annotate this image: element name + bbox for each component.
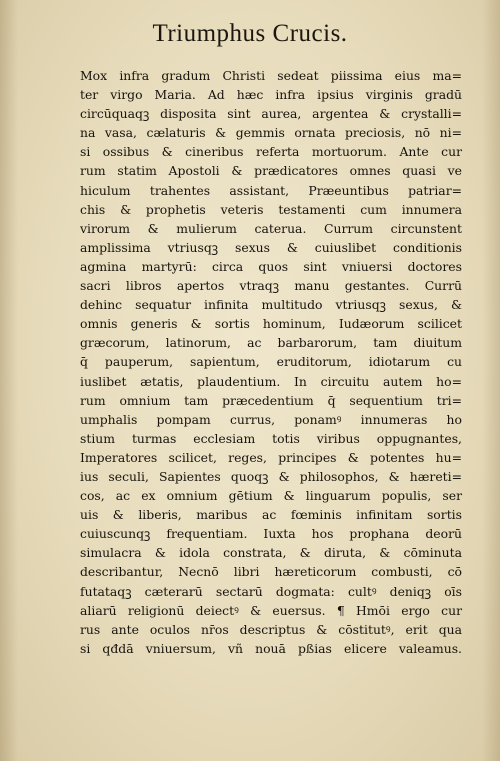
text-line: dehinc sequatur infinita multitudo vtriusqꝫ sexus, & <box>80 297 462 313</box>
text-line: cuiuscunqꝫ frequentiam. Iuxta hos prophana deorū <box>80 526 462 542</box>
text-line: rum statim Apostoli & prædicatores omnes quasi ve <box>80 163 462 179</box>
page-title: Triumphus Crucis. <box>152 20 348 47</box>
text-line: hiculum trahentes assistant, Præeuntibus patriar= <box>80 182 462 198</box>
text-line: uis & liberis, maribus ac fœminis infinitam sortis <box>80 507 462 523</box>
text-line: ius seculi, Sapientes quoqꝫ & philosophos, & hæreti= <box>80 468 462 484</box>
text-line: ter virgo Maria. Ad hæc infra ipsius virginis gradū <box>80 87 462 103</box>
text-line: cos, ac ex omnium gētium & linguarum populis, ser <box>80 488 462 504</box>
text-line: sacri libros apertos vtraqꝫ manu gestantes. Currū <box>80 278 462 294</box>
text-line: si qđdā vniuersum, vñ nouā pßias elicere valeamus. <box>80 640 462 656</box>
text-line: agmina martyrū: circa quos sint vniuersi doctores <box>80 258 462 274</box>
page-left-shadow <box>0 0 18 761</box>
text-line: aliarū religionū deiectꝰ & euersus. ¶ Hmōi ergo cur <box>80 602 462 618</box>
text-line: amplissima vtriusqꝫ sexus & cuiuslibet conditionis <box>80 239 462 255</box>
text-line: græcorum, latinorum, ac barbarorum, tam diuitum <box>80 335 462 351</box>
text-line: Mox infra gradum Christi sedeat piissima eius ma= <box>80 68 462 83</box>
text-line: omnis generis & sortis hominum, Iudæorum scilicet <box>80 316 462 332</box>
text-line: iuslibet ætatis, plaudentium. In circuitu autem ho= <box>80 373 462 389</box>
text-line: circūquaqꝫ disposita sint aurea, argentea & crystalli= <box>80 106 462 122</box>
text-line: describantur, Necnō libri hæreticorum combusti, cō <box>80 564 462 580</box>
text-line: chis & prophetis veteris testamenti cum innumera <box>80 201 462 217</box>
text-line: virorum & mulierum caterua. Currum circunstent <box>80 220 462 236</box>
text-line: Imperatores scilicet, reges, principes & potentes hu= <box>80 449 462 465</box>
text-line: umphalis pompam currus, ponamꝰ innumeras ho <box>80 411 462 427</box>
text-line: rum omnium tam præcedentium q̄ sequentium tri= <box>80 392 462 408</box>
text-line: q̄ pauperum, sapientum, eruditorum, idiotarum cu <box>80 354 462 370</box>
text-line: na vasa, cælaturis & gemmis ornata preciosis, nō ni= <box>80 125 462 141</box>
text-line: futataqꝫ cæterarū sectarū dogmata: cultꝰ deniqꝫ oīs <box>80 583 462 599</box>
body-text <box>80 66 462 658</box>
text-line: simulacra & idola constrata, & diruta, & cōminuta <box>80 545 462 561</box>
text-line: stium turmas ecclesiam totis viribus oppugnantes, <box>80 430 462 446</box>
text-line: si ossibus & cineribus referta mortuorum. Ante cur <box>80 144 462 160</box>
page-right-shadow <box>482 0 500 761</box>
text-line: rus ante oculos nr̄os descriptus & cōstitutꝰ, erit qua <box>80 621 462 637</box>
